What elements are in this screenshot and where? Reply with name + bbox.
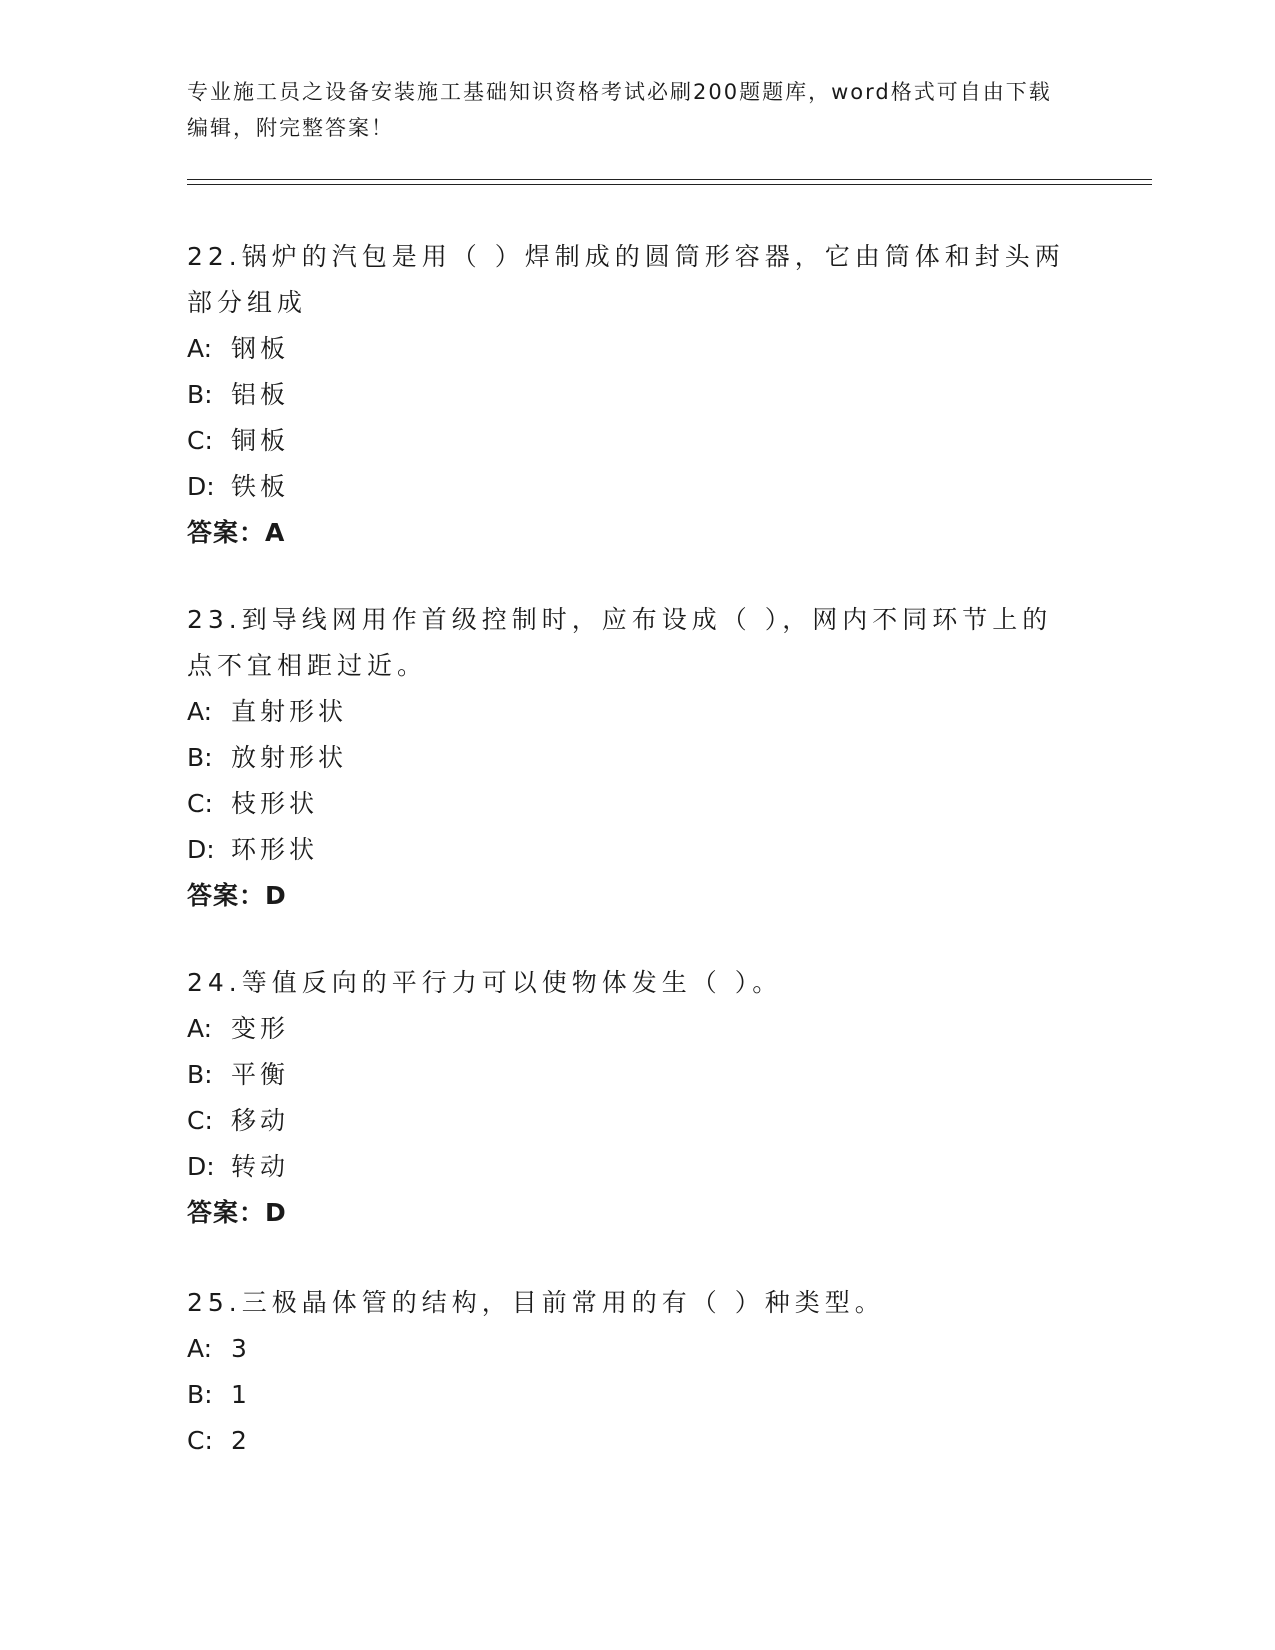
option-text: 直射形状	[231, 697, 348, 726]
option-text: 转动	[231, 1152, 290, 1181]
option-d	[187, 1144, 1067, 1190]
option-letter: C:	[187, 789, 213, 818]
question-text: 25.三极晶体管的结构，目前常用的有（ ）种类型。	[187, 1288, 885, 1317]
answer-label: 答案：A	[187, 518, 286, 547]
option-list	[187, 689, 1067, 873]
option-c	[187, 781, 1067, 827]
option-list	[187, 1326, 1067, 1464]
option-letter: B:	[187, 1060, 213, 1089]
option-letter: D:	[187, 1152, 215, 1181]
question-text: 23.到导线网用作首级控制时，应布设成（ ），网内不同环节上的点不宜相距过近。	[187, 605, 1053, 680]
option-text: 2	[231, 1426, 251, 1455]
option-text: 3	[231, 1334, 251, 1363]
option-letter: A:	[187, 1014, 213, 1043]
option-text: 移动	[231, 1106, 290, 1135]
option-letter: C:	[187, 1106, 213, 1135]
option-c	[187, 418, 1067, 464]
header-divider-bottom	[187, 184, 1152, 185]
option-list	[187, 326, 1067, 510]
option-a	[187, 1006, 1067, 1052]
option-letter: A:	[187, 697, 213, 726]
option-a	[187, 689, 1067, 735]
option-c	[187, 1418, 1067, 1464]
option-a	[187, 1326, 1067, 1372]
option-letter: D:	[187, 472, 215, 501]
header-divider-top	[187, 179, 1152, 180]
option-letter: A:	[187, 334, 213, 363]
option-letter: C:	[187, 1426, 213, 1455]
option-d	[187, 827, 1067, 873]
option-text: 环形状	[231, 835, 319, 864]
option-b	[187, 1372, 1067, 1418]
document-page	[187, 0, 1152, 1650]
option-letter: B:	[187, 1380, 213, 1409]
option-text: 铝板	[231, 380, 290, 409]
option-letter: B:	[187, 743, 213, 772]
document-header: 专业施工员之设备安装施工基础知识资格考试必刷200题题库，word格式可自由下载编辑，附完整答案！	[187, 80, 1052, 140]
answer-label: 答案：D	[187, 1198, 287, 1227]
option-text: 变形	[231, 1014, 290, 1043]
option-letter: D:	[187, 835, 215, 864]
option-d	[187, 464, 1067, 510]
option-text: 枝形状	[231, 789, 319, 818]
option-letter: B:	[187, 380, 213, 409]
option-list	[187, 1006, 1067, 1190]
option-c	[187, 1098, 1067, 1144]
option-letter: C:	[187, 426, 213, 455]
option-b	[187, 1052, 1067, 1098]
question-23	[187, 597, 1067, 919]
option-text: 铁板	[231, 472, 290, 501]
option-letter: A:	[187, 1334, 213, 1363]
option-b	[187, 735, 1067, 781]
option-text: 钢板	[231, 334, 290, 363]
option-b	[187, 372, 1067, 418]
question-22	[187, 234, 1067, 556]
option-text: 放射形状	[231, 743, 348, 772]
question-text: 24.等值反向的平行力可以使物体发生（ ）。	[187, 968, 783, 997]
option-text: 1	[231, 1380, 251, 1409]
question-25	[187, 1280, 1067, 1464]
option-text: 铜板	[231, 426, 290, 455]
question-24	[187, 960, 1067, 1236]
question-text: 22.锅炉的汽包是用（ ）焊制成的圆筒形容器，它由筒体和封头两部分组成	[187, 242, 1065, 317]
option-text: 平衡	[231, 1060, 290, 1089]
option-a	[187, 326, 1067, 372]
answer-label: 答案：D	[187, 881, 287, 910]
